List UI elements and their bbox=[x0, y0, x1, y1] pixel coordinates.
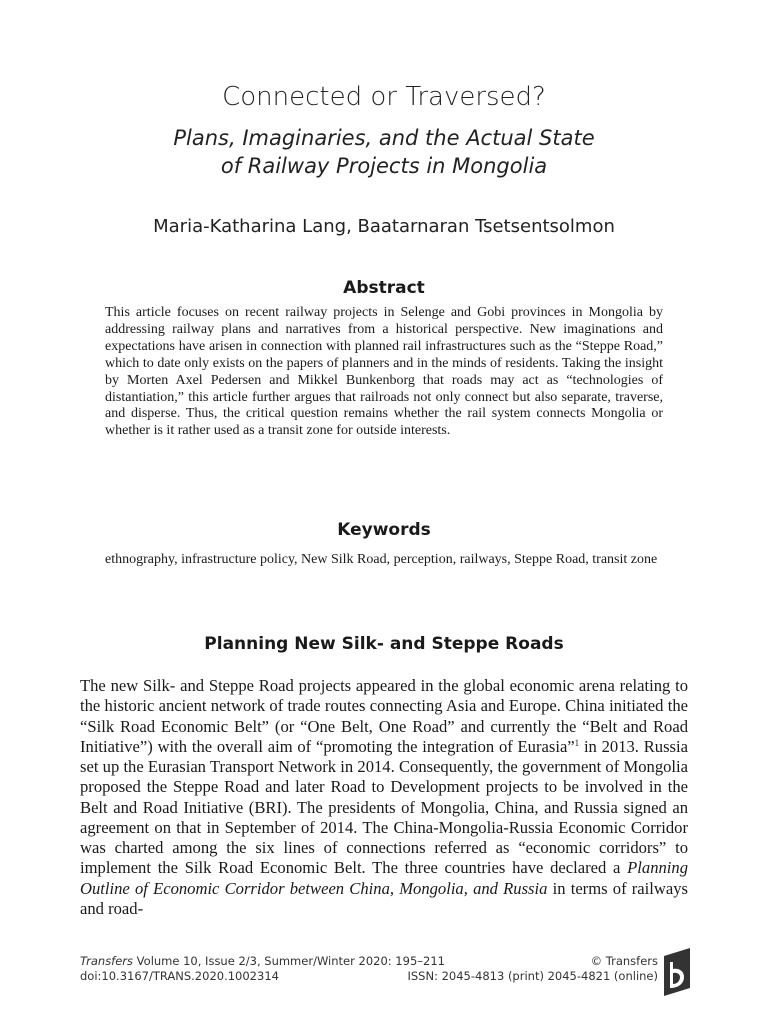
journal-name: Transfers bbox=[80, 954, 134, 968]
article-title: Connected or Traversed? bbox=[222, 82, 546, 112]
subtitle-line-2: of Railway Projects in Mongolia bbox=[220, 154, 548, 178]
page-footer bbox=[80, 954, 658, 984]
body-emphasis: Planning Outline of Economic Corridor between China, Mongolia, and Russia bbox=[80, 858, 688, 898]
footer-citation bbox=[80, 954, 445, 969]
subtitle-line-1: Plans, Imaginaries, and the Actual State bbox=[173, 126, 595, 150]
keywords-text: ethnography, infrastructure policy, New Silk Road, perception, railways, Steppe Road, transit zone bbox=[105, 552, 658, 567]
body-text-part-2: in 2013. Russia set up the Eurasian Transport Network in 2014. Consequently, the government of Mongolia proposed the Steppe Road and later Road to Development projects to be involved in the Belt and Road Initiative (BRI). The presidents of Mongolia, China, and Russia signed an agreement on that in September of 2014. The China-Mongolia-Russia Economic Corridor was charted among the six lines of connections referred as “economic corridors” to implement the Silk Road Economic Belt. The three countries have declared a bbox=[80, 736, 688, 878]
body-text-part-1: The new Silk- and Steppe Road projects appeared in the global economic arena relating to the historic ancient network of trade routes connecting Asia and Europe. China initiated the “Silk Road Economic Belt” (or “One Belt, One Road” and currently the “Belt and Road Initiative”) with the overall aim of “promoting the integration of Eurasia” bbox=[80, 676, 688, 756]
abstract-text: This article focuses on recent railway projects in Selenge and Gobi provinces in Mongolia by addressing railway plans and narratives from a historical perspective. New imaginations and expectations have arisen in connection with planned rail infrastructures such as the “Steppe Road,” which to date only exists on the papers of planners and in the minds of residents. Taking the insight by Morten Axel Pedersen and Mikkel Bunkenborg that roads may act as “technologies of distantiation,” this article further argues that railroads not only connect but also separate, traverse, and disperse. Thus, the critical question remains whether the rail system connects Mongolia or whether is it rather used as a transit zone for outside interests. bbox=[105, 305, 663, 439]
section-heading: Planning New Silk- and Steppe Roads bbox=[204, 634, 564, 654]
footnote-reference[interactable]: 1 bbox=[574, 737, 580, 748]
article-subtitle bbox=[0, 124, 768, 180]
volume-info: Volume 10, Issue 2/3, Summer/Winter 2020: 195–211 bbox=[133, 954, 445, 968]
footer-row-ids bbox=[80, 969, 658, 984]
abstract-heading: Abstract bbox=[343, 278, 425, 298]
copyright: © Transfers bbox=[590, 954, 658, 968]
body-text-part-3: in terms of railways and road- bbox=[80, 878, 688, 918]
keywords-heading: Keywords bbox=[337, 520, 431, 540]
issn: ISSN: 2045-4813 (print) 2045-4821 (online) bbox=[407, 969, 658, 983]
doi[interactable]: doi:10.3167/TRANS.2020.1002314 bbox=[80, 969, 279, 983]
footer-row-citation bbox=[80, 954, 658, 969]
author-list: Maria-Katharina Lang, Baatarnaran Tsetsentsolmon bbox=[153, 216, 615, 237]
berghahn-logo-icon bbox=[664, 948, 690, 996]
body-paragraph bbox=[80, 676, 688, 919]
